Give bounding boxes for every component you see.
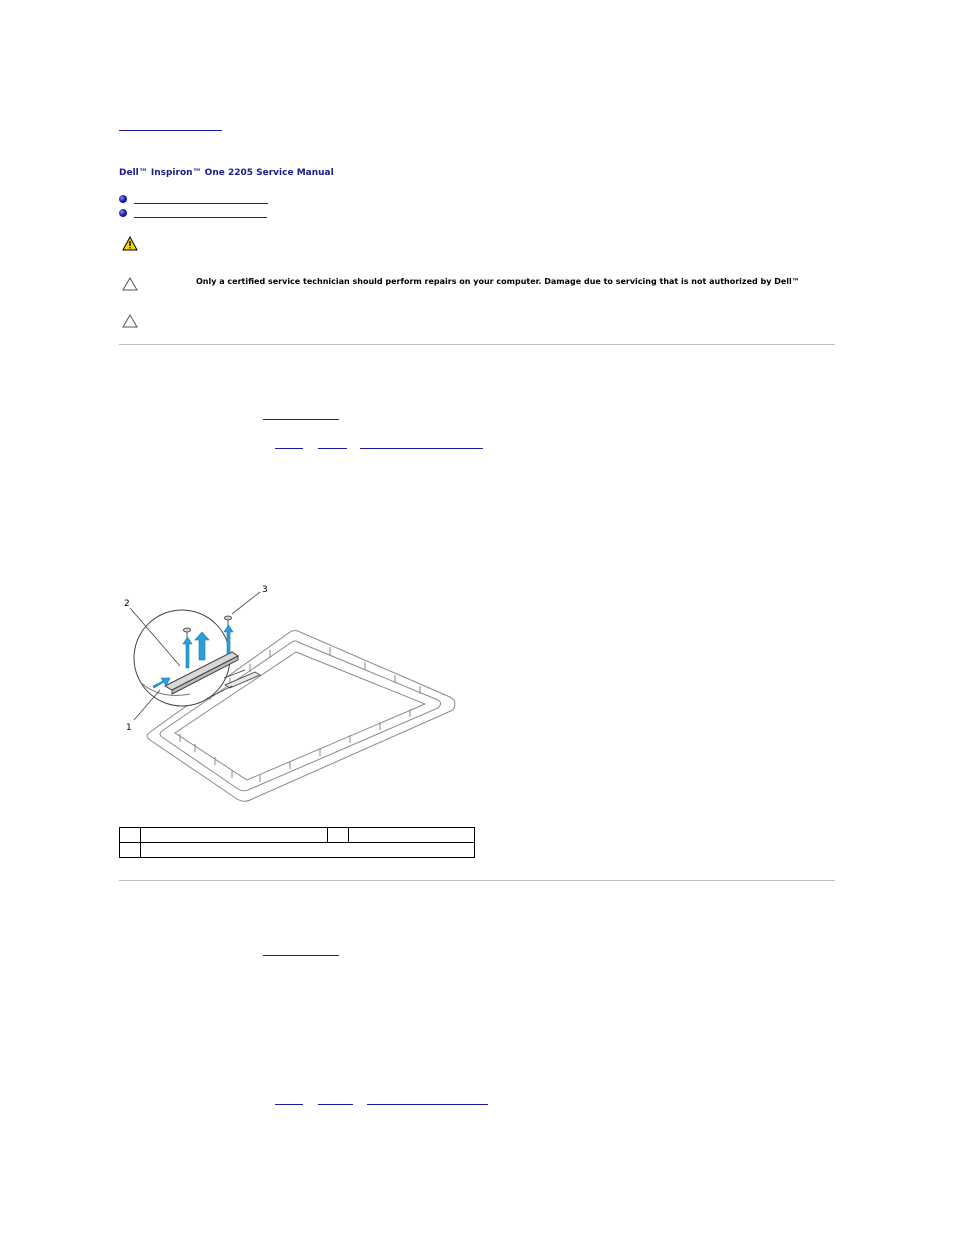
table-row <box>120 828 475 843</box>
warning-icon <box>122 236 138 251</box>
manual-title: Dell™ Inspiron™ One 2205 Service Manual <box>119 168 334 178</box>
callout-label-cell <box>349 828 475 843</box>
step-link-a[interactable] <box>275 1104 303 1105</box>
caution-icon <box>122 314 138 328</box>
step-link-c[interactable] <box>367 1104 488 1105</box>
section-divider <box>119 344 835 345</box>
bullet-icon <box>119 195 127 203</box>
callout-number-cell <box>328 828 349 843</box>
section-divider <box>119 880 835 881</box>
callout-number-cell <box>120 828 141 843</box>
before-you-begin-link[interactable] <box>263 419 339 420</box>
callout-table <box>119 827 475 858</box>
step-link-b[interactable] <box>318 448 347 449</box>
caution-icon <box>122 277 138 291</box>
step-link-c[interactable] <box>360 448 483 449</box>
step-link-a[interactable] <box>275 448 303 449</box>
callout-label-cell <box>141 843 475 858</box>
caution-text: Only a certified service technician should perform repairs on your computer. Damage due to servicing that is not authorized by Dell™ <box>196 277 800 286</box>
callout-3: 3 <box>262 585 268 595</box>
bullet-icon <box>119 209 127 217</box>
callout-2: 2 <box>124 599 130 609</box>
camera-removal-figure <box>120 582 465 807</box>
before-you-begin-link[interactable] <box>263 955 339 956</box>
table-row <box>120 843 475 858</box>
callout-label-cell <box>141 828 328 843</box>
contents-link[interactable] <box>119 130 222 131</box>
toc-link-removing[interactable] <box>134 203 268 204</box>
step-link-b[interactable] <box>318 1104 353 1105</box>
callout-1: 1 <box>126 723 132 733</box>
callout-number-cell <box>120 843 141 858</box>
toc-link-replacing[interactable] <box>134 217 267 218</box>
